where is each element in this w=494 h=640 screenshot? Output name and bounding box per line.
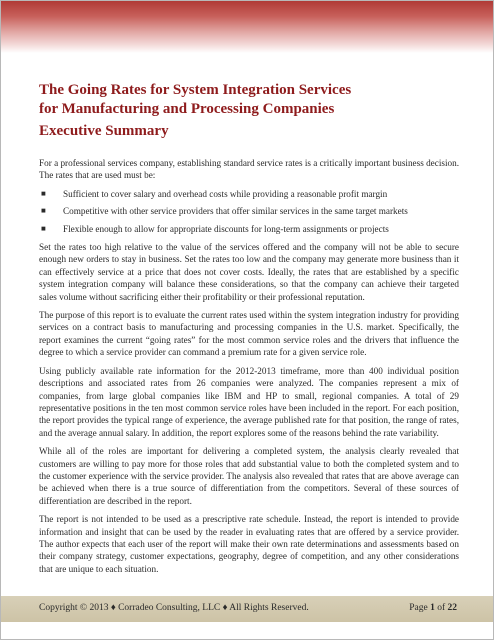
bullet-icon: ■	[41, 206, 46, 216]
list-item	[39, 188, 459, 200]
bullet-icon: ■	[41, 223, 46, 233]
header-color-band	[1, 1, 493, 53]
list-item-text: Competitive with other service providers that offer similar services in the same target markets	[63, 206, 408, 217]
page-number	[409, 603, 457, 613]
page-current: 1	[430, 603, 435, 613]
list-item	[39, 223, 459, 235]
section-heading: Executive Summary	[39, 123, 169, 139]
body-text	[39, 157, 459, 581]
intro-paragraph: For a professional services company, establishing standard service rates is a critically important business decision. The rates that are used must be:	[39, 158, 459, 181]
requirements-list	[39, 188, 459, 235]
body-paragraph: Using publicly available rate information for the 2012-2013 timeframe, more than 400 individual position descriptions and associated rates from 26 companies were analyzed. The companies represent a mix of companies, from large global companies like IBM and HP to small, regional companies. A total of 29 representative positions in the ten most common service roles have been included in the report. For each position, the report provides the typical range of experience, the average published rate for that position, the range of rates, and the average annual salary. In addition, the report explores some of the reasons behind the rate variability.	[39, 365, 459, 438]
page-of: of	[434, 603, 448, 613]
body-paragraph: The purpose of this report is to evaluate the current rates used within the system integration industry for providing services on a contract basis to manufacturing and processing companies in the U.S. market. Specifically, the report examines the current “going rates” for the most common service roles and the drivers that influence the degree to which a service provider can command a premium rate for a given service role.	[39, 310, 459, 358]
body-paragraph: While all of the roles are important for delivering a completed system, the analysis clearly revealed that customers are willing to pay more for those roles that add substantial value to both the completed system and to the customer experience with the service provider. The analysis also revealed that rates that are above average can be achieved when there is a true source of differentiation from the competitors. Several of these sources of differentiation are described in the report.	[39, 446, 459, 506]
page-total: 22	[447, 603, 457, 613]
body-paragraph: Set the rates too high relative to the value of the services offered and the company will not be able to secure enough new orders to stay in business. Set the rates too low and the company may generate more business than it can effectively service at a price that does not cover costs. Ideally, the rates that are established by a specific system integration company will balance these considerations, so that the company can achieve their targeted sales volume without sacrificing either their profitability or their professional reputation.	[39, 242, 459, 302]
list-item-text: Sufficient to cover salary and overhead costs while providing a reasonable profit margin	[63, 188, 388, 199]
list-item-text: Flexible enough to allow for appropriate discounts for long-term assignments or projects	[63, 223, 389, 234]
page-prefix: Page	[409, 603, 431, 613]
page-footer	[1, 596, 493, 622]
bullet-icon: ■	[41, 188, 46, 198]
report-title-line-1: The Going Rates for System Integration Services	[39, 82, 352, 98]
report-title-line-2: for Manufacturing and Processing Companies	[39, 101, 335, 117]
list-item	[39, 205, 459, 217]
body-paragraph: The report is not intended to be used as a prescriptive rate schedule. Instead, the report is intended to provide information and insight that can be used by the reader in evaluating rates that are offered by a service provider. The author expects that each user of the report will make their own rate determinations and assessments based on their company strategy, customer expectations, geography, degree of competition, and any other considerations that are unique to each situation.	[39, 514, 459, 574]
title-block	[39, 81, 459, 141]
copyright-notice: Copyright © 2013 ♦ Corradeo Consulting, LLC ♦ All Rights Reserved.	[39, 603, 309, 613]
